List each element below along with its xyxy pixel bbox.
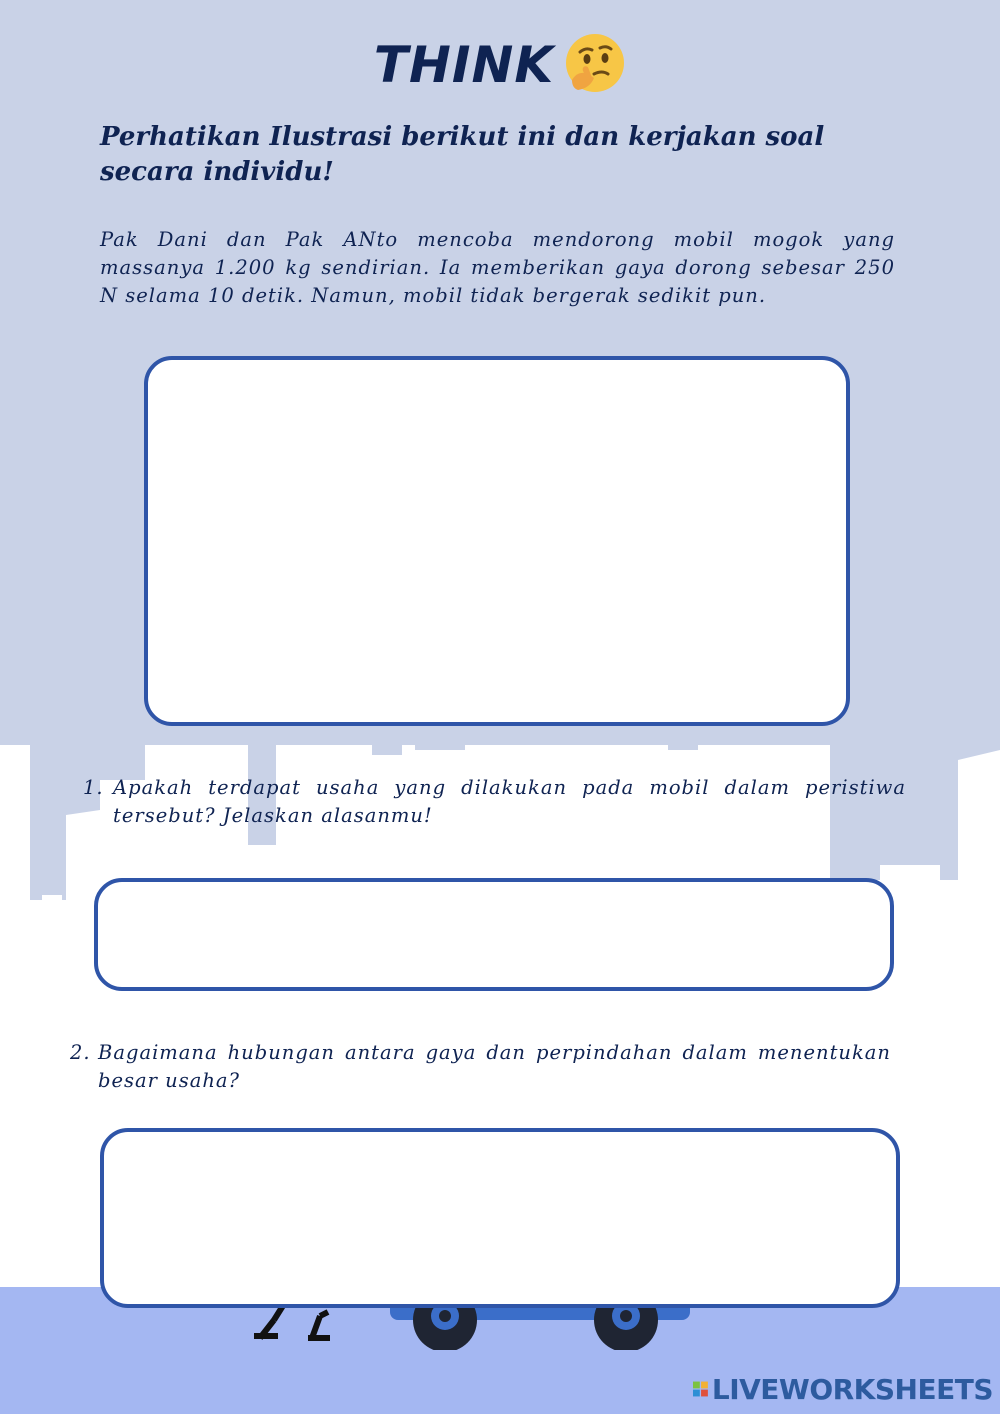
- title-text: THINK: [373, 36, 555, 94]
- question-2-number: 2.: [70, 1041, 91, 1064]
- question-2: [70, 1039, 891, 1095]
- question-1-text: Apakah terdapat usaha yang dilakukan pada mobil dalam peristiwa tersebut? Jelaskan alasanmu!: [113, 776, 906, 827]
- illustration-frame: [144, 356, 850, 726]
- story-paragraph: Pak Dani dan Pak ANto mencoba mendorong mobil mogok yang massanya 1.200 kg sendirian. Ia memberikan gaya dorong sebesar 250 N selama 10 detik. Namun, mobil tidak bergerak sedikit pun.: [100, 228, 895, 307]
- page-title: [0, 32, 1000, 94]
- question-1-number: 1.: [83, 776, 104, 799]
- brand-name: LIVEWORKSHEETS: [711, 1372, 993, 1406]
- liveworksheets-logo-icon: [693, 1377, 708, 1401]
- question-2-text: Bagaimana hubungan antara gaya dan perpindahan dalam menentukan besar usaha?: [98, 1041, 891, 1092]
- answer-1-input[interactable]: [94, 878, 894, 991]
- instruction-heading: Perhatikan Ilustrasi berikut ini dan kerjakan soal secara individu!: [100, 122, 825, 187]
- liveworksheets-brand: [693, 1374, 993, 1404]
- answer-2-input[interactable]: [100, 1128, 900, 1308]
- thinking-face-icon: [564, 32, 626, 94]
- question-1: [83, 774, 906, 830]
